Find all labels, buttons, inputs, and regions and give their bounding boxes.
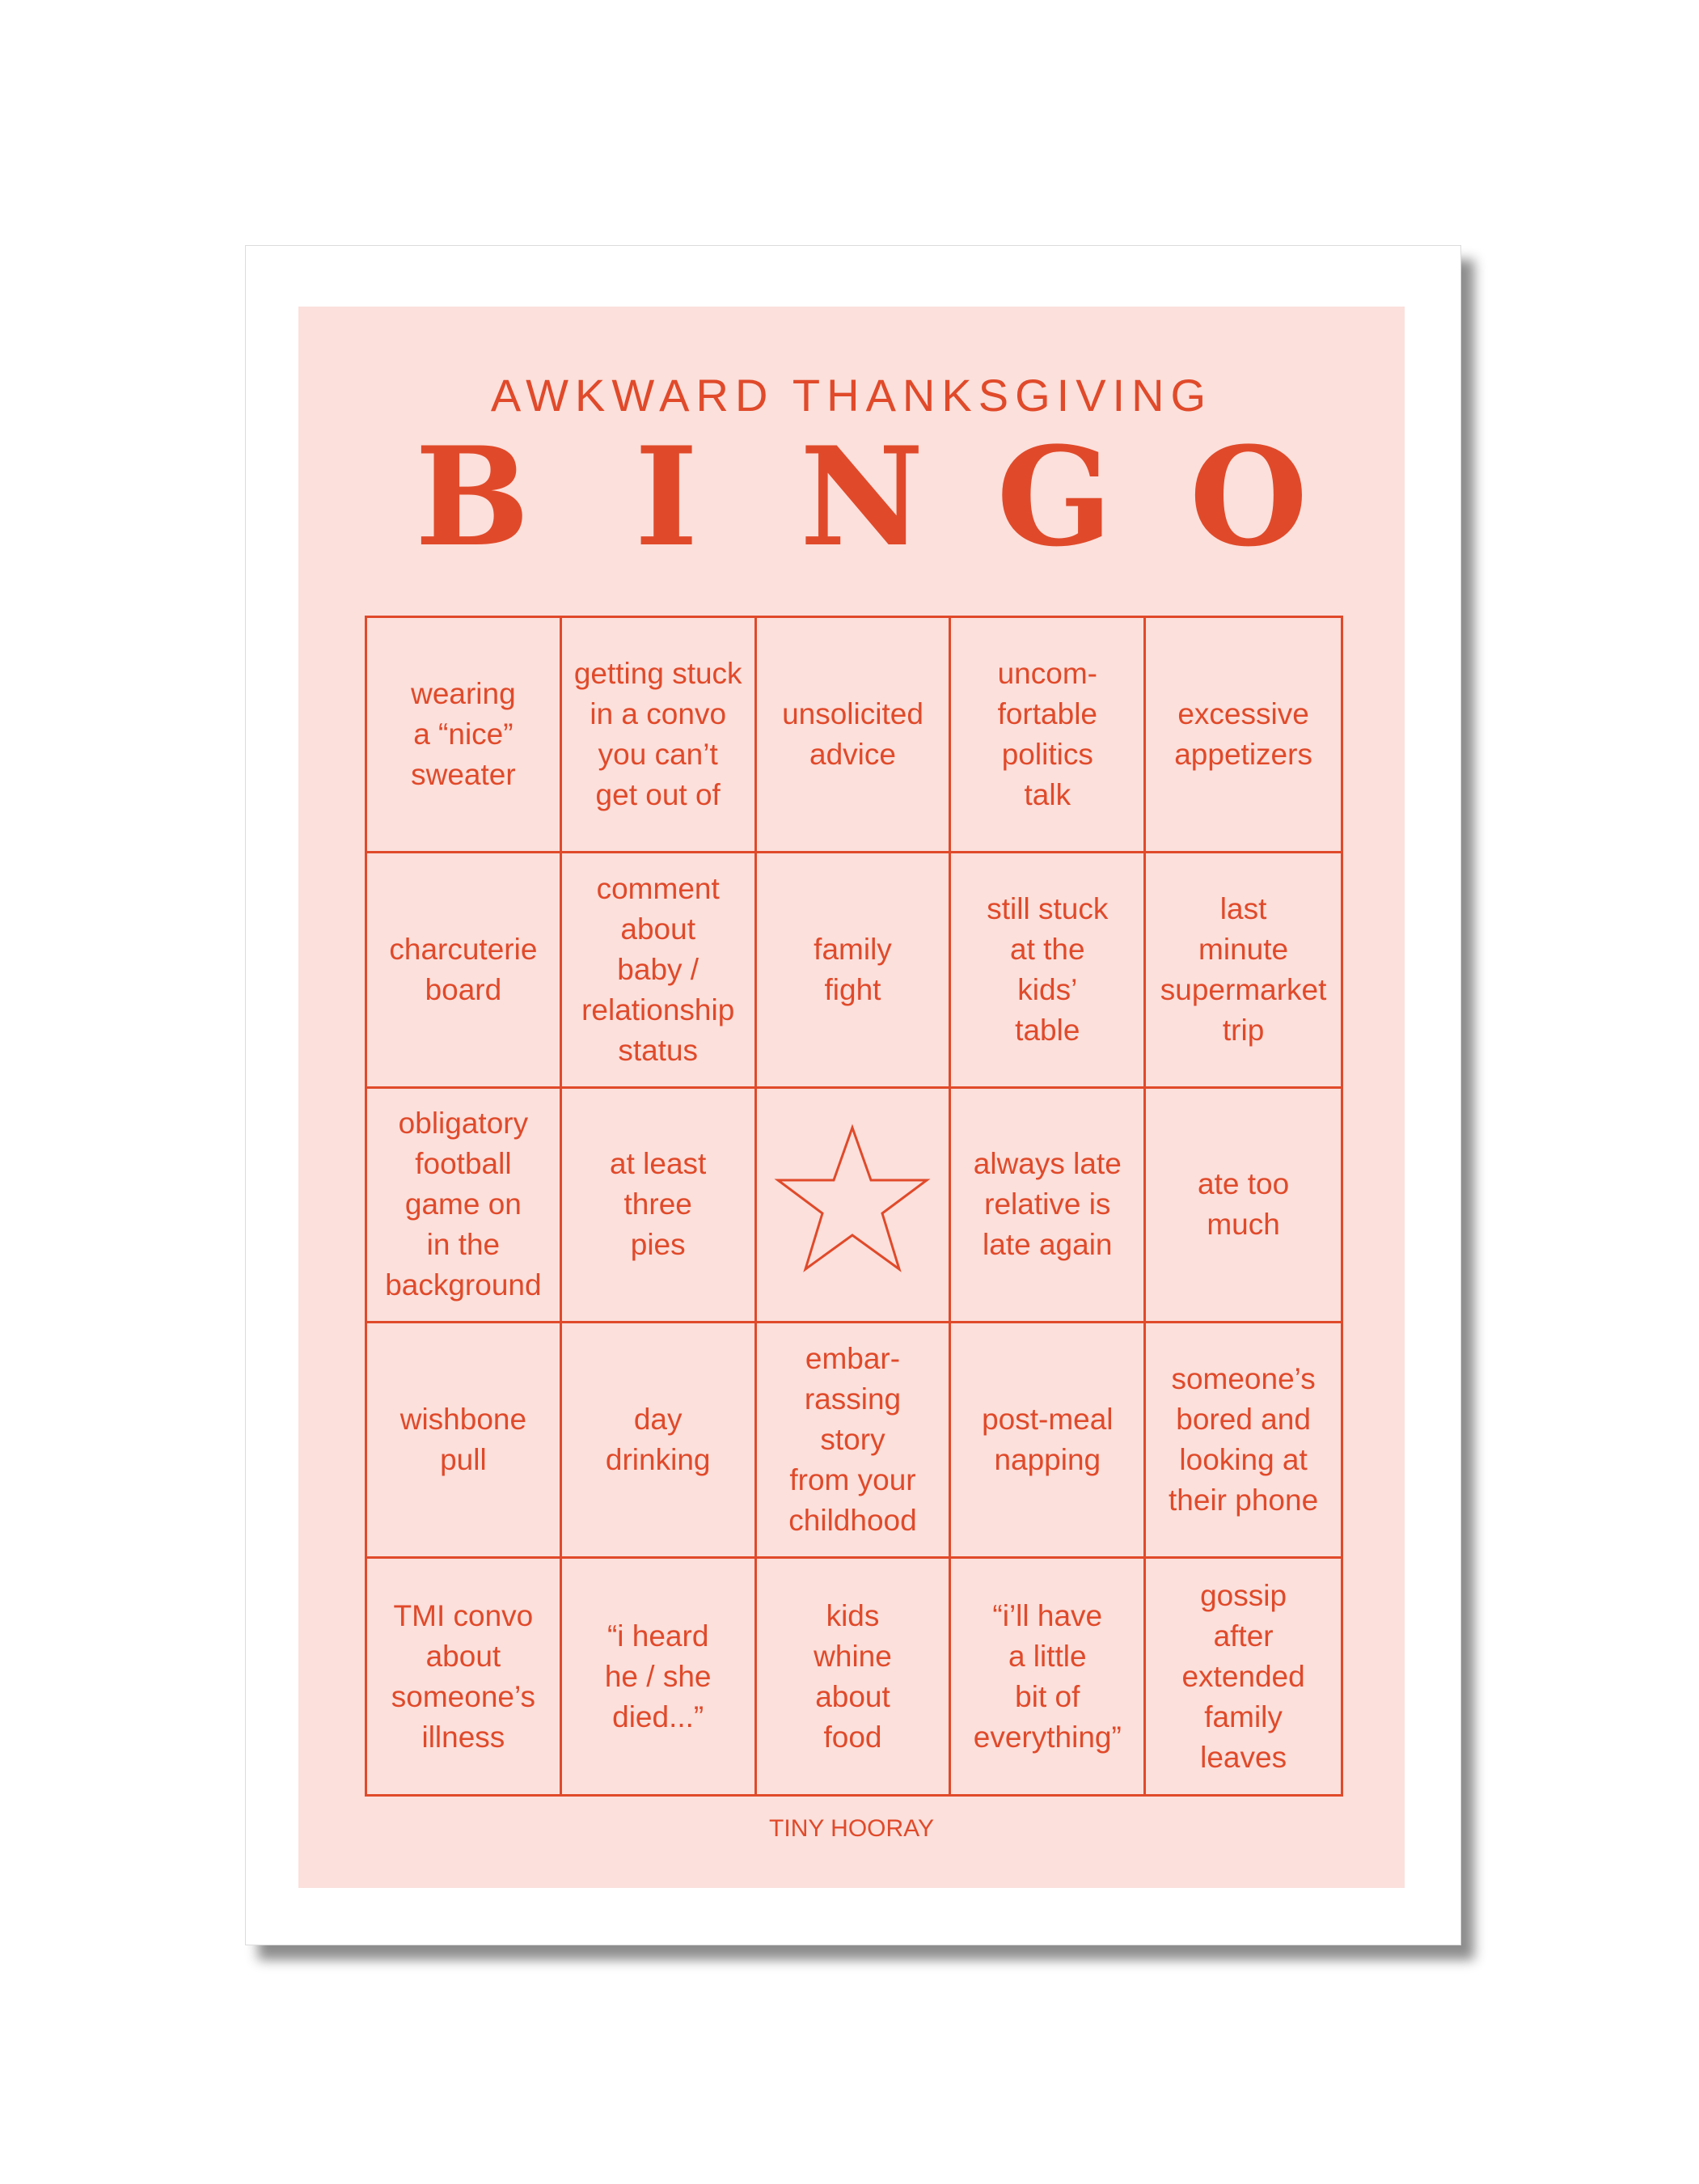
- cell-label: gossip after extended family leaves: [1181, 1578, 1305, 1774]
- bingo-cell[interactable]: [951, 1323, 1146, 1559]
- bingo-cell[interactable]: [367, 1323, 562, 1559]
- cell-label: comment about baby / relationship status: [581, 871, 735, 1067]
- bingo-cell[interactable]: [367, 853, 562, 1089]
- bingo-cell[interactable]: [367, 1089, 562, 1324]
- cell-label: always late relative is late again: [973, 1147, 1122, 1262]
- cell-label: “i’ll have a little bit of everything”: [973, 1598, 1122, 1754]
- title-letter-n: N: [800, 417, 924, 577]
- bingo-cell[interactable]: [562, 1089, 757, 1324]
- bingo-cell[interactable]: [562, 1323, 757, 1559]
- bingo-cell[interactable]: [367, 618, 562, 853]
- cell-label: excessive appetizers: [1174, 696, 1312, 771]
- bingo-cell[interactable]: [951, 853, 1146, 1089]
- cell-label: someone’s bored and looking at their phone: [1169, 1362, 1319, 1517]
- cell-label: TMI convo about someone’s illness: [391, 1598, 536, 1754]
- cell-label: post-meal napping: [982, 1403, 1114, 1477]
- title-letter-g: G: [996, 417, 1113, 577]
- bingo-cell[interactable]: [757, 1559, 952, 1794]
- bingo-cell[interactable]: [757, 1323, 952, 1559]
- brand-footer: TINY HOORAY: [769, 1815, 934, 1842]
- cell-label: wearing a “nice” sweater: [411, 676, 516, 791]
- cell-label: at least three pies: [610, 1147, 707, 1262]
- bingo-cell[interactable]: [951, 1089, 1146, 1324]
- cell-label: charcuterie board: [389, 932, 538, 1006]
- title-letter-i: I: [634, 417, 699, 577]
- bingo-cell[interactable]: [1146, 618, 1341, 853]
- bingo-grid: [365, 616, 1343, 1797]
- bingo-cell[interactable]: [757, 618, 952, 853]
- cell-label: kids whine about food: [814, 1598, 892, 1754]
- bingo-cell[interactable]: [367, 1559, 562, 1794]
- bingo-cell[interactable]: [951, 618, 1146, 853]
- cell-label: uncom- fortable politics talk: [997, 656, 1097, 811]
- cell-label: still stuck at the kids’ table: [987, 891, 1109, 1047]
- cell-label: obligatory football game on in the background: [385, 1107, 542, 1302]
- bingo-cell[interactable]: [951, 1559, 1146, 1794]
- title-letter-b: B: [415, 417, 530, 577]
- cell-label: unsolicited advice: [782, 696, 923, 771]
- title-letter-o: O: [1189, 417, 1308, 577]
- card-panel: [298, 307, 1405, 1888]
- bingo-cell[interactable]: [1146, 853, 1341, 1089]
- bingo-title: [412, 417, 1309, 577]
- bingo-cell[interactable]: [1146, 1559, 1341, 1794]
- cell-label: ate too much: [1198, 1167, 1290, 1242]
- star-outline-icon: [771, 1124, 933, 1285]
- cell-label: last minute supermarket trip: [1160, 891, 1327, 1047]
- cell-label: day drinking: [605, 1403, 711, 1477]
- cell-label: embar- rassing story from your childhood: [788, 1342, 917, 1538]
- bingo-cell[interactable]: [1146, 1089, 1341, 1324]
- free-space-cell[interactable]: [757, 1089, 952, 1324]
- bingo-cell[interactable]: [757, 853, 952, 1089]
- subtitle: AWKWARD THANKSGIVING: [490, 370, 1213, 421]
- bingo-cell[interactable]: [562, 853, 757, 1089]
- cell-label: wishbone pull: [399, 1403, 527, 1477]
- cell-label: “i heard he / she died...”: [604, 1619, 712, 1733]
- bingo-cell[interactable]: [562, 618, 757, 853]
- bingo-card: [245, 245, 1461, 1945]
- cell-label: getting stuck in a convo you can’t get out of: [573, 656, 742, 811]
- bingo-cell[interactable]: [1146, 1323, 1341, 1559]
- bingo-cell[interactable]: [562, 1559, 757, 1794]
- cell-label: family fight: [814, 932, 892, 1006]
